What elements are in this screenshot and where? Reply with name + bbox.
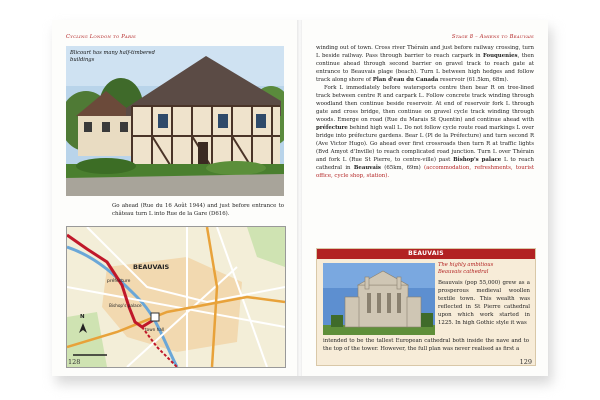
cathedral-caption bbox=[438, 262, 493, 275]
map-label-bishops-palace: Bishop's palace bbox=[109, 303, 142, 308]
half-timbered-houses-photo bbox=[66, 46, 284, 196]
cathedral-caption-line2: Beauvais cathedral bbox=[438, 268, 489, 275]
open-book bbox=[52, 20, 548, 376]
info-box-text-1: Beauvais (pop 55,000) grew as a prosperous medieval woollen textile town. This wealth was reflected in St Pierre cathedral upon which work started in 1225. In high Gothic style it was bbox=[438, 280, 530, 326]
left-running-head: Cycling London to Paris bbox=[66, 34, 136, 40]
cathedral-photo bbox=[323, 263, 435, 335]
info-box-text-2: intended to be the tallest European cathedral both inside the nave and to the top of the tower. However, the full plan was never realised as first a bbox=[323, 338, 529, 352]
right-page bbox=[302, 20, 548, 376]
photo-caption-line2: buildings bbox=[70, 56, 95, 63]
right-paragraph-1: winding out of town. Cross river Thérain and just before railway crossing, turn L beside railway. Pass through barrier to reach carpark in Fouquenies, then continue ahead through second barrier on gravel track to reach gate at entrance to Beauvais plage (beach). Turn L between high hedges and follow track along shore of Plan d'eau du Canada reservoir (61.5km, 68m). bbox=[316, 45, 534, 83]
houses-illustration bbox=[66, 46, 284, 196]
photo-caption-line1: Blicourt has many half-timbered bbox=[70, 50, 155, 56]
right-running-head: Stage 8 – Amiens to Beauvais bbox=[451, 34, 534, 40]
left-page bbox=[52, 20, 298, 376]
right-body-text bbox=[316, 44, 534, 180]
left-page-number: 128 bbox=[68, 358, 81, 366]
right-paragraph-2: Fork L immediately before watersports centre then bear R on tree-lined track between centre R and carpark L. Follow concrete track winding through woodland then continue beside reservoir. At end of reservoir fork L through gate and cross bridge, then continue on gravel cycle track winding through woods. Emerge on road (Rue du Marais St Quentin) and continue ahead with préfecture behind high wall L. Do not follow cycle route road markings L over bridge into préfecture gardens. Bear L (Pl de la Préfecture) and turn second R (Ave Victor Hugo). Go ahead over first crossroads then turn R at traffic lights (Bvd Amyot d'Inville) to reach complicated road junction. Turn L over Thérain and fork L (Rue St Pierre, to centre-ville) past Bishop's palace L to reach cathedral in Beauvais (65km, 69m) (accommodation, refreshments, tourist office, cycle shop, station). bbox=[316, 85, 535, 179]
map-north-label: N bbox=[80, 314, 85, 320]
beauvais-route-map bbox=[66, 226, 286, 368]
map-label-town-hall: town hall bbox=[145, 327, 165, 332]
photo-caption bbox=[70, 50, 155, 63]
map-drawing bbox=[67, 227, 285, 367]
map-label-prefecture: préfecture bbox=[107, 279, 131, 284]
cathedral-illustration bbox=[323, 263, 435, 335]
beauvais-info-box bbox=[316, 248, 536, 366]
right-page-number: 129 bbox=[519, 358, 532, 366]
info-box-title: BEAUVAIS bbox=[317, 249, 535, 259]
cathedral-caption-line1: The highly ambitious bbox=[438, 262, 494, 268]
map-town-label: BEAUVAIS bbox=[133, 263, 170, 271]
left-body-text: Go ahead (Rue du 16 Août 1944) and just before entrance to château turn L into Rue de la Gare (D616). bbox=[112, 203, 284, 217]
